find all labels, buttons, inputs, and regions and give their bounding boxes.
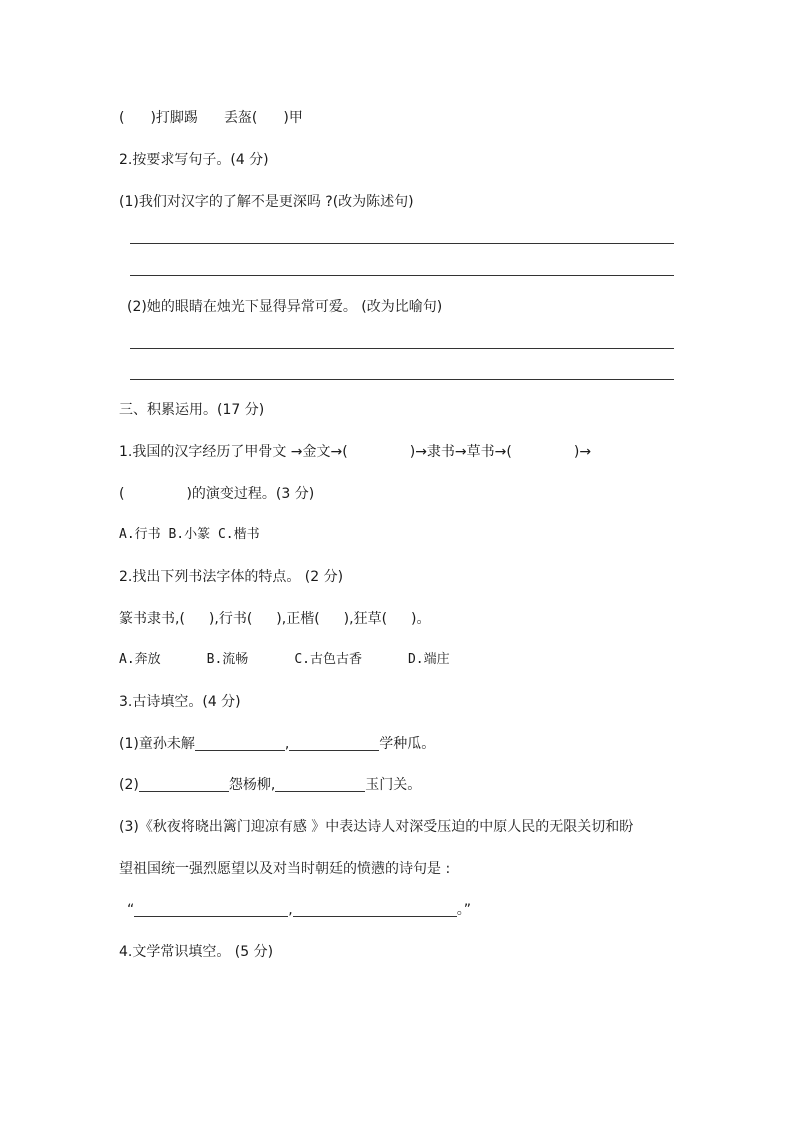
idiom-2-end: )甲 [283, 110, 303, 126]
q3-2-text-e: )。 [411, 611, 431, 627]
quote-close: 。” [456, 902, 471, 918]
fill-blank[interactable] [289, 734, 379, 751]
fill-blank[interactable] [139, 775, 229, 792]
paren-open: ( [119, 110, 125, 126]
q3-2-text-d: ),狂草( [343, 611, 388, 627]
q3-1-text-a: 1.我国的汉字经历了甲骨文 →金文→( [119, 444, 348, 460]
question-3-2-fill [119, 609, 431, 629]
fill-blank[interactable] [195, 734, 285, 751]
answer-line[interactable] [130, 379, 674, 380]
q3-3-1-text-a: (1)童孙未解 [119, 736, 195, 752]
q3-3-1-text-c: 学种瓜。 [379, 736, 436, 752]
idiom-1: )打脚踢 [150, 110, 198, 126]
question-3-2-options [119, 650, 450, 670]
question-3-3-3: (3)《秋夜将晓出篱门迎凉有感 》中表达诗人对深受压迫的中原人民的无限关切和盼 [119, 819, 634, 835]
answer-line[interactable] [130, 243, 674, 244]
fill-blank[interactable] [293, 900, 457, 917]
option-d: D.端庄 [407, 652, 450, 667]
q3-3-2-text-a: (2) [119, 777, 139, 793]
q3-1-text-d: ( [119, 486, 125, 502]
option-a: A.奔放 [119, 652, 161, 667]
answer-line[interactable] [130, 275, 674, 276]
question-3-3-3-answer [127, 900, 471, 920]
question-3-3-2 [119, 775, 421, 795]
question-3-1 [119, 442, 591, 462]
question-2-title: 2.按要求写句子。(4 分) [119, 152, 269, 168]
q3-2-text-a: 篆书隶书,( [119, 611, 185, 627]
question-3-3-1 [119, 734, 435, 754]
question-3-3-3-cont: 望祖国统一强烈愿望以及对当时朝廷的愤懑的诗句是 : [119, 861, 451, 877]
question-3-1-cont [119, 484, 314, 504]
q3-1-text-c: )→ [573, 444, 592, 460]
section-3-title: 三、积累运用。(17 分) [119, 402, 265, 418]
option-c: C.古色古香 [294, 652, 362, 667]
question-2-2: (2)她的眼睛在烛光下显得异常可爱。 (改为比喻句) [127, 299, 443, 315]
question-3-4: 4.文学常识填空。 (5 分) [119, 944, 274, 960]
idiom-2: 丢盔( [223, 110, 258, 126]
answer-line[interactable] [130, 348, 674, 349]
q3-3-2-text-b: 怨杨柳, [228, 777, 276, 793]
fill-blank[interactable] [134, 900, 288, 917]
q3-3-1-comma: , [284, 736, 290, 752]
q3-1-text-b: )→隶书→草书→( [409, 444, 512, 460]
fill-blank[interactable] [275, 775, 365, 792]
q3-1-text-e: )的演变过程。(3 分) [186, 486, 315, 502]
q3-2-text-b: ),行书( [208, 611, 253, 627]
option-b: B.流畅 [206, 652, 249, 667]
question-2-1: (1)我们对汉字的了解不是更深吗 ?(改为陈述句) [119, 194, 414, 210]
question-3-3: 3.古诗填空。(4 分) [119, 694, 241, 710]
quote-open: “ [127, 902, 135, 918]
q3-3-2-text-c: 玉门关。 [365, 777, 422, 793]
idiom-fill-line [119, 108, 303, 128]
q3-2-text-c: ),正楷( [276, 611, 320, 627]
question-3-1-options: A.行书 B.小篆 C.楷书 [119, 527, 260, 542]
answer-comma: , [288, 902, 293, 918]
question-3-2: 2.找出下列书法字体的特点。 (2 分) [119, 569, 344, 585]
